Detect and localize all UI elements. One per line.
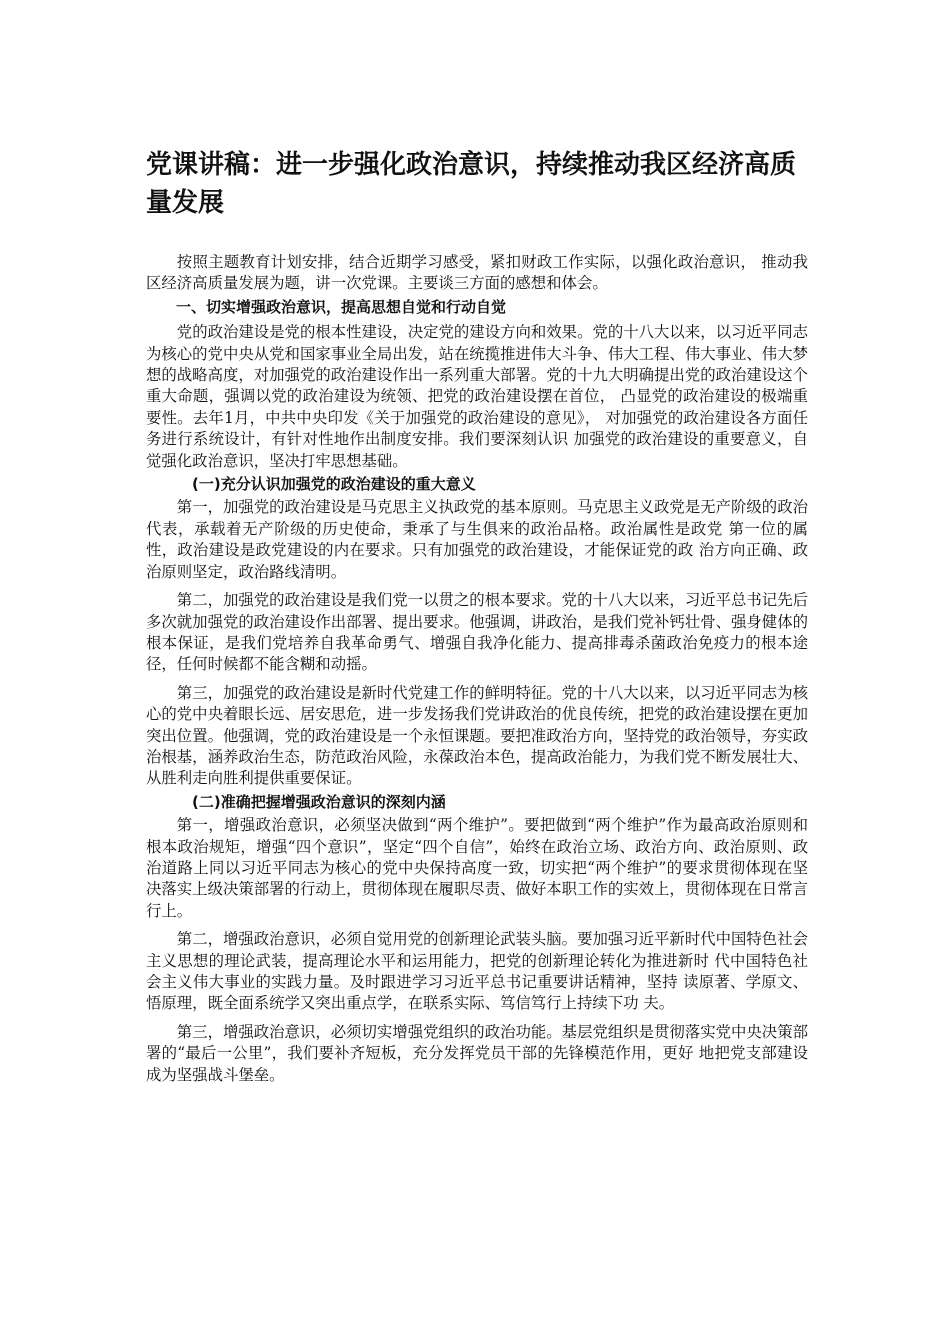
section-1-paragraph: 党的政治建设是党的根本性建设，决定党的建设方向和效果。党的十八大以来，以习近平同志为核心的党中央从党和国家事业全局出发，站在统揽推进伟大斗争、伟大工程、伟大事业、伟大梦想的战略高度，对加强党的政治建设作出一系列重大部署。党的十九大明确提出党的政治建设这个重大命题，强调以党的政治建设为统领、把党的政治建设摆在首位， 凸显党的政治建设的极端重要性。去年1月，中共中央印发《关于加强党的政治建设的意见》， 对加强党的政治建设各方面任务进行系统设计，有针对性地作出制度安排。我们要深刻认识 加强党的政治建设的重要意义，自觉强化政治意识，坚决打牢思想基础。 <box>146 323 808 470</box>
subsection-2-paragraph-2: 第二，增强政治意识，必须自觉用党的创新理论武装头脑。要加强习近平新时代中国特色社会主义思想的理论武装，提高理论水平和运用能力，把党的创新理论转化为推进新时 代中国特色社会主义伟大事业的实践力量。及时跟进学习习近平总书记重要讲话精神，坚持 读原著、学原文、悟原理，既全面系统学又突出重点学，在联系实际、笃信笃行上持续下功 夫。 <box>146 930 808 1013</box>
subsection-2-heading: (二)准确把握增强政治意识的深刻内涵 <box>192 792 446 811</box>
document-title: 党课讲稿：进一步强化政治意识，持续推动我区经济高质量发展 <box>146 150 797 218</box>
subsection-2-paragraph-3: 第三，增强政治意识，必须切实增强党组织的政治功能。基层党组织是贯彻落实党中央决策部署的“最后一公里”，我们要补齐短板，充分发挥党员干部的先锋模范作用，更好 地把党支部建设成为坚强战斗堡垒。 <box>146 1022 808 1084</box>
section-1-heading: 一、切实增强政治意识，提高思想自觉和行动自觉 <box>176 297 507 316</box>
subsection-1-paragraph-1: 第一，加强党的政治建设是马克思主义执政党的基本原则。马克思主义政党是无产阶级的政治代表，承载着无产阶级的历史使命，秉承了与生俱来的政治品格。政治属性是政党 第一位的属性，政治建设是政党建设的内在要求。只有加强党的政治建设，才能保证党的政 治方向正确、政治原则坚定，政治路线清明。 <box>146 498 808 581</box>
subsection-1-paragraph-3: 第三，加强党的政治建设是新时代党建工作的鲜明特征。党的十八大以来，以习近平同志为核心的党中央着眼长远、居安思危，进一步发扬我们党讲政治的优良传统，把党的政治建设摆在更加突出位置。他强调，党的政治建设是一个永恒课题。要把准政治方向，坚持党的政治领导，夯实政治根基，涵养政治生态，防范政治风险，永葆政治本色，提高政治能力，为我们党不断发展壮大、从胜利走向胜利提供重要保证。 <box>146 683 808 788</box>
subsection-1-heading: (一)充分认识加强党的政治建设的重大意义 <box>192 475 476 494</box>
intro-paragraph: 按照主题教育计划安排，结合近期学习感受，紧扣财政工作实际，以强化政治意识， 推动我区经济高质量发展为题，讲一次党课。主要谈三方面的感想和体会。 <box>146 253 808 293</box>
subsection-1-paragraph-2: 第二，加强党的政治建设是我们党一以贯之的根本要求。党的十八大以来，习近平总书记先后多次就加强党的政治建设作出部署、提出要求。他强调，讲政治，是我们党补钙壮骨、强身健体的根本保证，是我们党培养自我革命勇气、增强自我净化能力、提高排毒杀菌政治免疫力的根本途径，任何时候都不能含糊和动摇。 <box>146 591 808 674</box>
document-body <box>146 146 808 1086</box>
subsection-2-paragraph-1: 第一，增强政治意识，必须坚决做到“两个维护”。要把做到“两个维护”作为最高政治原则和根本政治规矩，增强“四个意识”，坚定“四个自信”，始终在政治立场、政治方向、政治原则、政治道路上同以习近平同志为核心的党中央保持高度一致，切实把“两个维护”的要求贯彻体现在坚决落实上级决策部署的行动上，贯彻体现在履职尽责、做好本职工作的实效上，贯彻体现在日常言行上。 <box>146 816 808 920</box>
